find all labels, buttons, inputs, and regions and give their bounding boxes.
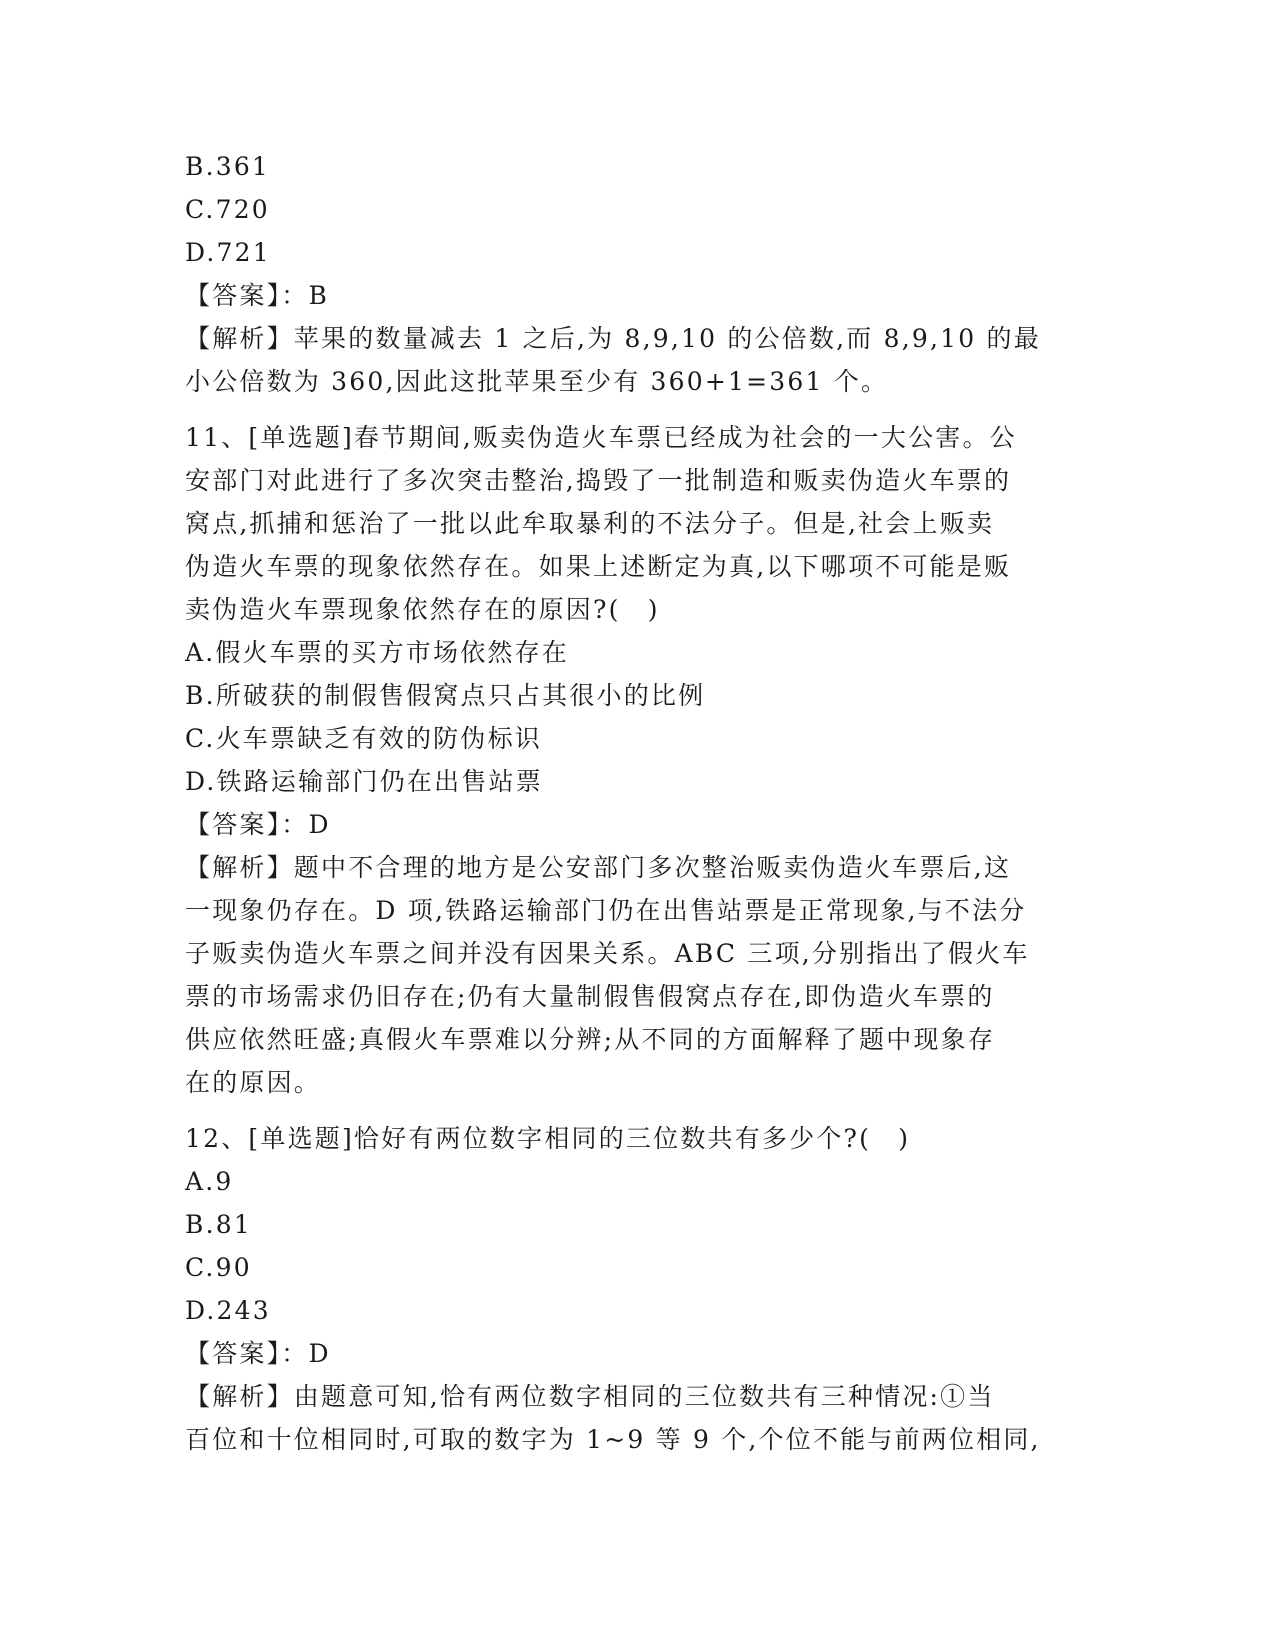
option-b: B.81 [185,1210,252,1239]
option-d: D.721 [185,238,271,267]
analysis-line: 供应依然旺盛;真假火车票难以分辨;从不同的方面解释了题中现象存 [185,1025,996,1054]
option-d: D.铁路运输部门仍在出售站票 [185,767,543,796]
analysis-line: 在的原因。 [185,1068,322,1097]
option-a: A.假火车票的买方市场依然存在 [185,638,570,667]
analysis-line: 【解析】苹果的数量减去 1 之后,为 8,9,10 的公倍数,而 8,9,10 的最 [185,324,1041,353]
analysis-line: 一现象仍存在。D 项,铁路运输部门仍在出售站票是正常现象,与不法分 [185,896,1027,925]
answer: 【答案】：D [185,1339,331,1368]
option-b: B.361 [185,152,271,181]
question-stem-line: 12、[单选题]恰好有两位数字相同的三位数共有多少个?( ) [185,1124,911,1153]
page-content [185,145,1085,1461]
analysis-line: 小公倍数为 360,因此这批苹果至少有 360+1=361 个。 [185,367,889,396]
option-d: D.243 [185,1296,271,1325]
question-stem-line: 11、[单选题]春节期间,贩卖伪造火车票已经成为社会的一大公害。公 [185,423,1017,452]
question-stem-line: 卖伪造火车票现象依然存在的原因?( ) [185,595,660,624]
analysis-line: 子贩卖伪造火车票之间并没有因果关系。ABC 三项,分别指出了假火车 [185,939,1030,968]
option-c: C.720 [185,195,270,224]
question-12 [185,1117,1085,1461]
analysis-line: 票的市场需求仍旧存在;仍有大量制假售假窝点存在,即伪造火车票的 [185,982,995,1011]
question-stem-line: 窝点,抓捕和惩治了一批以此牟取暴利的不法分子。但是,社会上贩卖 [185,509,995,538]
analysis-line: 百位和十位相同时,可取的数字为 1~9 等 9 个,个位不能与前两位相同, [185,1425,1041,1454]
option-a: A.9 [185,1167,234,1196]
option-b: B.所破获的制假售假窝点只占其很小的比例 [185,681,706,710]
option-c: C.火车票缺乏有效的防伪标识 [185,724,542,753]
analysis-line: 【解析】由题意可知,恰有两位数字相同的三位数共有三种情况:①当 [185,1382,995,1411]
question-stem-line: 安部门对此进行了多次突击整治,捣毁了一批制造和贩卖伪造火车票的 [185,466,1012,495]
option-c: C.90 [185,1253,252,1282]
question-10 [185,145,1085,403]
analysis-line: 【解析】题中不合理的地方是公安部门多次整治贩卖伪造火车票后,这 [185,853,1012,882]
answer: 【答案】：D [185,810,331,839]
question-11 [185,416,1085,1104]
question-stem-line: 伪造火车票的现象依然存在。如果上述断定为真,以下哪项不可能是贩 [185,552,1012,581]
answer: 【答案】：B [185,281,330,310]
